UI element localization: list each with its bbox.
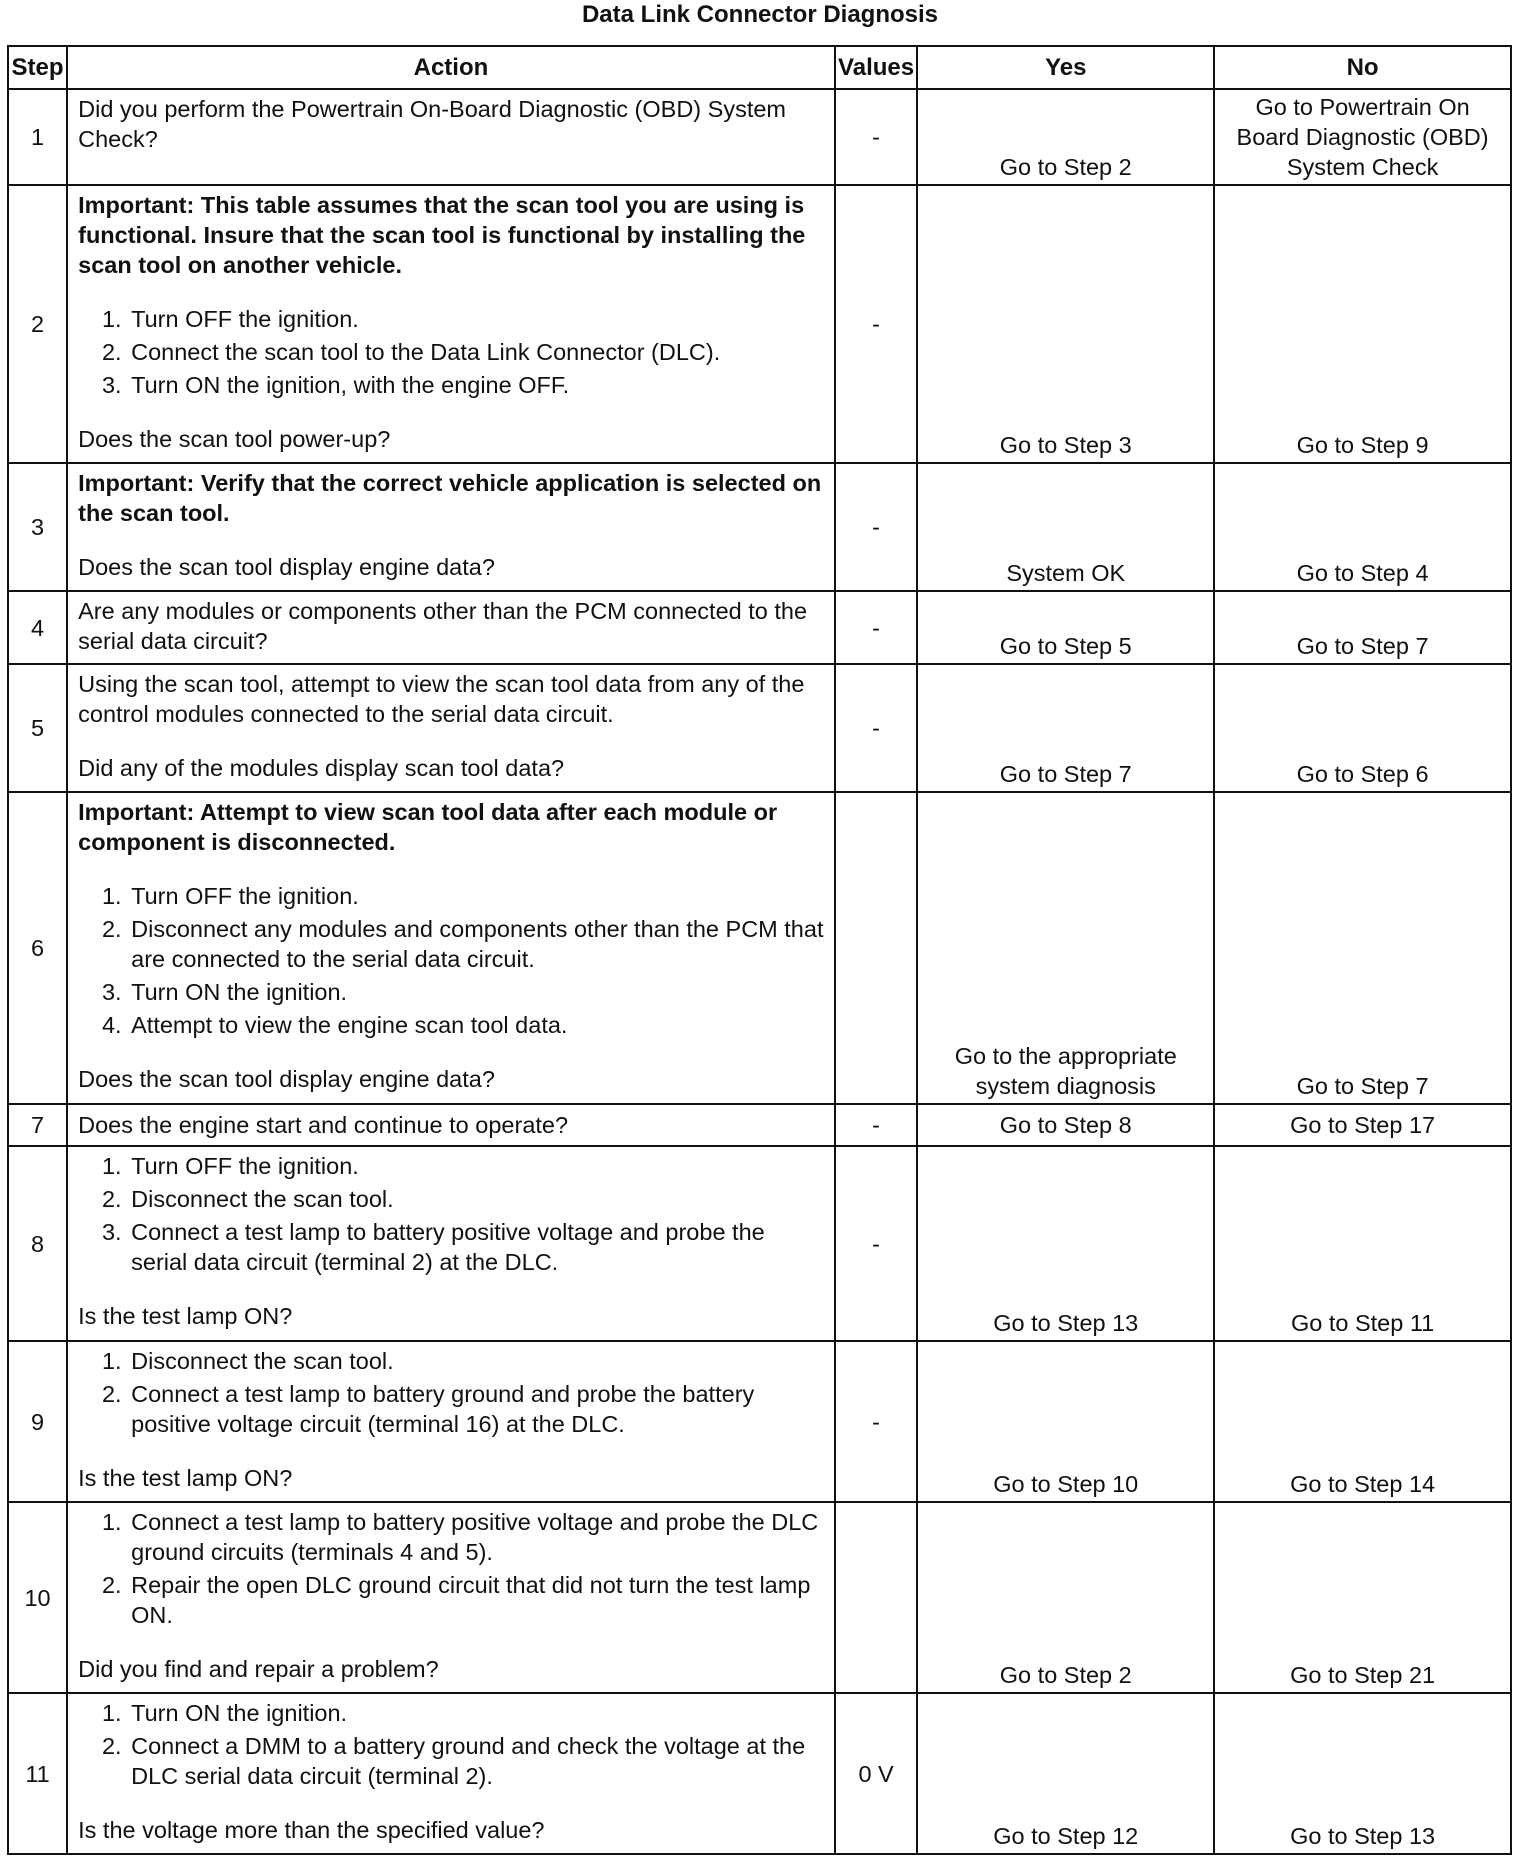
instruction-list — [78, 1698, 824, 1791]
values-cell: - — [835, 89, 918, 185]
action-cell — [67, 664, 835, 792]
list-item: 2. Connect a test lamp to battery ground and probe the battery positive voltage circuit (terminal 16) at the DLC. — [128, 1379, 824, 1439]
action-cell — [67, 463, 835, 591]
step-number: 10 — [8, 1502, 67, 1693]
instruction-list — [78, 304, 824, 400]
instruction-list — [78, 1346, 824, 1439]
action-cell — [67, 185, 835, 463]
table-row — [8, 185, 1511, 463]
question-text: Does the scan tool power-up? — [78, 426, 391, 452]
no-cell: Go to Step 6 — [1214, 664, 1511, 792]
diagnosis-table — [7, 45, 1512, 1855]
header-step: Step — [8, 46, 67, 89]
no-cell: Go to Step 14 — [1214, 1341, 1511, 1502]
list-item: 4. Attempt to view the engine scan tool data. — [128, 1010, 824, 1040]
header-yes: Yes — [917, 46, 1214, 89]
list-item: 1. Turn OFF the ignition. — [128, 1151, 824, 1181]
important-note: Important: Verify that the correct vehicle application is selected on the scan tool. — [78, 470, 822, 526]
table-row — [8, 792, 1511, 1104]
important-note: Important: This table assumes that the scan tool you are using is functional. Insure that the scan tool is functional by installing the scan tool on another vehicle. — [78, 192, 806, 278]
table-row — [8, 664, 1511, 792]
step-number: 9 — [8, 1341, 67, 1502]
question-text: Does the scan tool display engine data? — [78, 554, 495, 580]
list-item: 1. Turn OFF the ignition. — [128, 881, 824, 911]
yes-cell: Go to Step 13 — [917, 1146, 1214, 1341]
action-cell — [67, 1502, 835, 1693]
yes-cell: Go to Step 12 — [917, 1693, 1214, 1854]
table-row — [8, 89, 1511, 185]
no-cell: Go to Step 9 — [1214, 185, 1511, 463]
action-text: Using the scan tool, attempt to view the scan tool data from any of the control modules connected to the serial data circuit. — [78, 671, 805, 727]
action-cell — [67, 1693, 835, 1854]
list-item: 1. Disconnect the scan tool. — [128, 1346, 824, 1376]
step-number: 7 — [8, 1104, 67, 1146]
header-action: Action — [67, 46, 835, 89]
step-number: 5 — [8, 664, 67, 792]
header-no: No — [1214, 46, 1511, 89]
instruction-list — [78, 881, 824, 1040]
list-item: 2. Connect the scan tool to the Data Link Connector (DLC). — [128, 337, 824, 367]
page-title: Data Link Connector Diagnosis — [581, 1, 939, 28]
header-row — [8, 46, 1511, 89]
list-item: 3. Turn ON the ignition. — [128, 977, 824, 1007]
list-item: 3. Connect a test lamp to battery positive voltage and probe the serial data circuit (terminal 2) at the DLC. — [128, 1217, 824, 1277]
yes-cell: Go to Step 3 — [917, 185, 1214, 463]
question-text: Is the test lamp ON? — [78, 1303, 293, 1329]
yes-cell: Go to Step 7 — [917, 664, 1214, 792]
action-text: Does the engine start and continue to operate? — [78, 1112, 569, 1138]
yes-cell: Go to the appropriate system diagnosis — [917, 792, 1214, 1104]
question-text: Is the voltage more than the specified value? — [78, 1817, 545, 1843]
step-number: 4 — [8, 591, 67, 664]
no-cell: Go to Step 21 — [1214, 1502, 1511, 1693]
step-number: 6 — [8, 792, 67, 1104]
values-cell — [835, 1502, 918, 1693]
list-item: 2. Disconnect the scan tool. — [128, 1184, 824, 1214]
no-cell: Go to Step 17 — [1214, 1104, 1511, 1146]
list-item: 3. Turn ON the ignition, with the engine OFF. — [128, 370, 824, 400]
list-item: 2. Repair the open DLC ground circuit that did not turn the test lamp ON. — [128, 1570, 824, 1630]
action-cell — [67, 1146, 835, 1341]
list-item: 2. Disconnect any modules and components other than the PCM that are connected to the serial data circuit. — [128, 914, 824, 974]
values-cell: - — [835, 1146, 918, 1341]
table-row — [8, 1341, 1511, 1502]
no-cell: Go to Step 11 — [1214, 1146, 1511, 1341]
values-cell: - — [835, 463, 918, 591]
yes-cell: Go to Step 2 — [917, 89, 1214, 185]
no-cell: Go to Step 7 — [1214, 792, 1511, 1104]
values-cell — [835, 792, 918, 1104]
important-note: Important: Attempt to view scan tool data after each module or component is disconnected. — [78, 799, 778, 855]
values-cell: 0 V — [835, 1693, 918, 1854]
step-number: 1 — [8, 89, 67, 185]
no-cell: Go to Step 13 — [1214, 1693, 1511, 1854]
values-cell: - — [835, 1341, 918, 1502]
step-number: 2 — [8, 185, 67, 463]
question-text: Is the test lamp ON? — [78, 1465, 293, 1491]
table-row — [8, 1146, 1511, 1341]
instruction-list — [78, 1151, 824, 1277]
list-item: 1. Turn ON the ignition. — [128, 1698, 824, 1728]
no-cell: Go to Step 4 — [1214, 463, 1511, 591]
yes-cell: Go to Step 8 — [917, 1104, 1214, 1146]
no-cell: Go to Step 7 — [1214, 591, 1511, 664]
values-cell: - — [835, 664, 918, 792]
step-number: 3 — [8, 463, 67, 591]
instruction-list — [78, 1507, 824, 1630]
table-row — [8, 591, 1511, 664]
list-item: 1. Connect a test lamp to battery positive voltage and probe the DLC ground circuits (terminals 4 and 5). — [128, 1507, 824, 1567]
yes-cell: System OK — [917, 463, 1214, 591]
question-text: Did you find and repair a problem? — [78, 1656, 439, 1682]
question-text: Does the scan tool display engine data? — [78, 1066, 495, 1092]
table-row — [8, 1104, 1511, 1146]
action-text: Did you perform the Powertrain On-Board Diagnostic (OBD) System Check? — [78, 96, 786, 152]
values-cell: - — [835, 185, 918, 463]
values-cell: - — [835, 1104, 918, 1146]
values-cell: - — [835, 591, 918, 664]
action-cell — [67, 792, 835, 1104]
header-values: Values — [835, 46, 918, 89]
table-row — [8, 1502, 1511, 1693]
action-cell — [67, 1104, 835, 1146]
question-text: Did any of the modules display scan tool data? — [78, 755, 565, 781]
action-cell — [67, 89, 835, 185]
table-row — [8, 463, 1511, 591]
list-item: 1. Turn OFF the ignition. — [128, 304, 824, 334]
action-cell — [67, 591, 835, 664]
action-cell — [67, 1341, 835, 1502]
list-item: 2. Connect a DMM to a battery ground and check the voltage at the DLC serial data circuit (terminal 2). — [128, 1731, 824, 1791]
action-text: Are any modules or components other than the PCM connected to the serial data circuit? — [78, 598, 808, 654]
yes-cell: Go to Step 10 — [917, 1341, 1214, 1502]
no-cell: Go to Powertrain On Board Diagnostic (OBD) System Check — [1214, 89, 1511, 185]
yes-cell: Go to Step 5 — [917, 591, 1214, 664]
step-number: 11 — [8, 1693, 67, 1854]
table-row — [8, 1693, 1511, 1854]
yes-cell: Go to Step 2 — [917, 1502, 1214, 1693]
step-number: 8 — [8, 1146, 67, 1341]
